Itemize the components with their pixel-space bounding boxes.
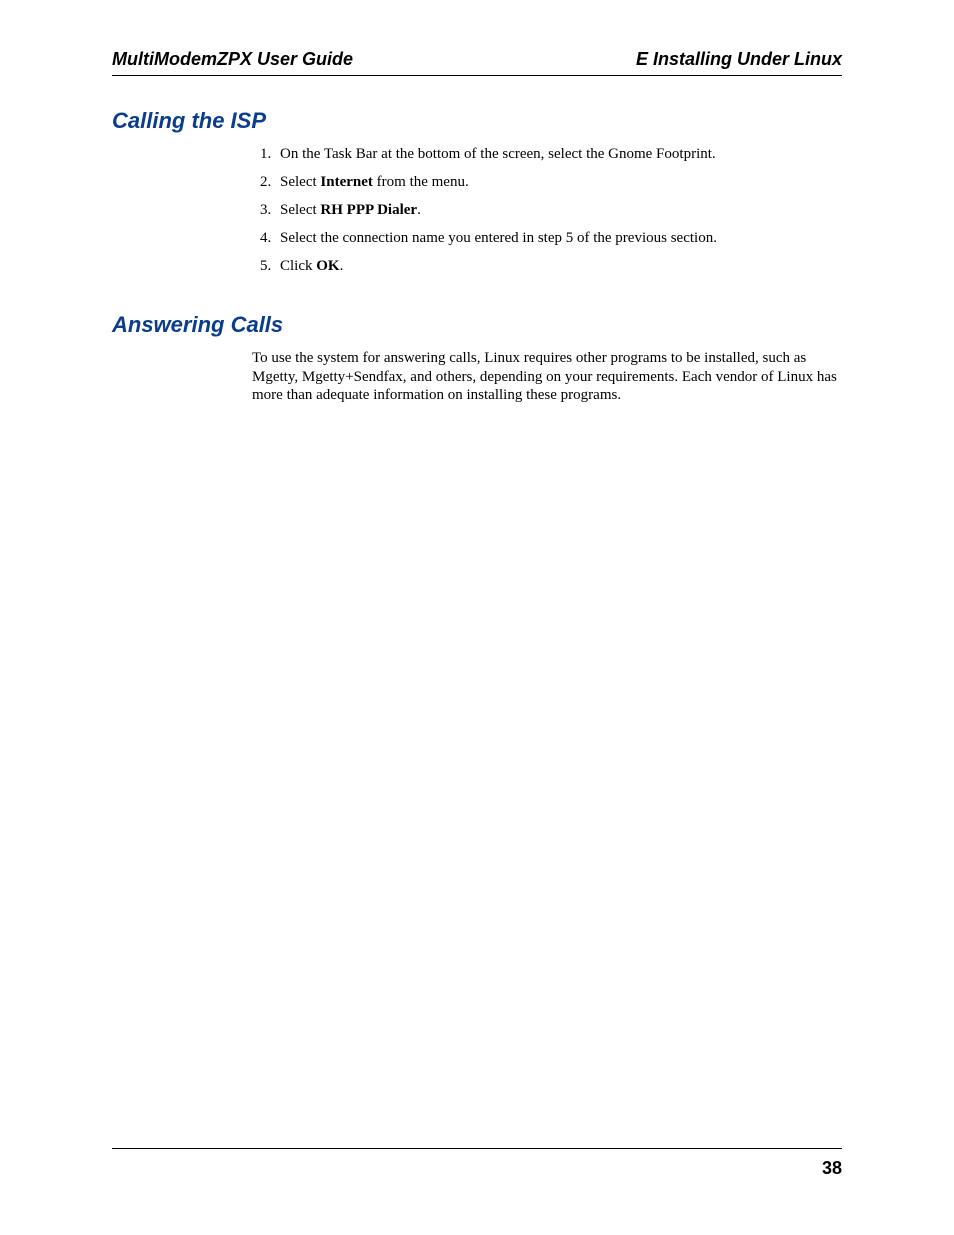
step-text: Select bbox=[280, 202, 321, 218]
step-text-end: from the menu. bbox=[372, 174, 469, 190]
step-text-end: . bbox=[339, 258, 344, 274]
step-emphasis: OK bbox=[316, 258, 340, 274]
list-item bbox=[252, 200, 842, 228]
step-emphasis: RH PPP Dialer bbox=[320, 202, 418, 218]
step-number: 2. bbox=[260, 174, 272, 190]
list-item bbox=[252, 228, 842, 256]
step-text: Click bbox=[280, 258, 317, 274]
section-heading-answering-calls: Answering Calls bbox=[112, 312, 284, 337]
section-heading-calling-the-isp: Calling the ISP bbox=[112, 108, 267, 133]
answering-calls-paragraph: To use the system for answering calls, Linux requires other programs to be installed, such as Mgetty, Mgetty+Sendfax, and others, depending on your requirements. Each vendor of Linux has more than adequate information on installing these programs. bbox=[252, 350, 837, 403]
step-number: 1. bbox=[260, 146, 272, 162]
step-text: Select the connection name you entered in step 5 of the previous section. bbox=[280, 230, 717, 246]
calling-steps-list bbox=[252, 144, 842, 284]
list-item bbox=[252, 144, 842, 172]
chapter-title: E Installing Under Linux bbox=[635, 49, 842, 69]
step-text: Select bbox=[280, 174, 321, 190]
list-item bbox=[252, 172, 842, 200]
list-item bbox=[252, 256, 842, 284]
page-number: 38 bbox=[821, 1158, 842, 1178]
step-number: 5. bbox=[260, 258, 272, 274]
step-emphasis: Internet bbox=[320, 174, 373, 190]
step-text-end: . bbox=[417, 202, 421, 218]
page-footer bbox=[112, 1148, 842, 1178]
step-number: 3. bbox=[260, 202, 272, 218]
page-header bbox=[112, 49, 842, 76]
step-text: On the Task Bar at the bottom of the screen, select the Gnome Footprint. bbox=[280, 146, 716, 162]
document-title: MultiModemZPX User Guide bbox=[112, 49, 354, 69]
step-number: 4. bbox=[260, 230, 272, 246]
